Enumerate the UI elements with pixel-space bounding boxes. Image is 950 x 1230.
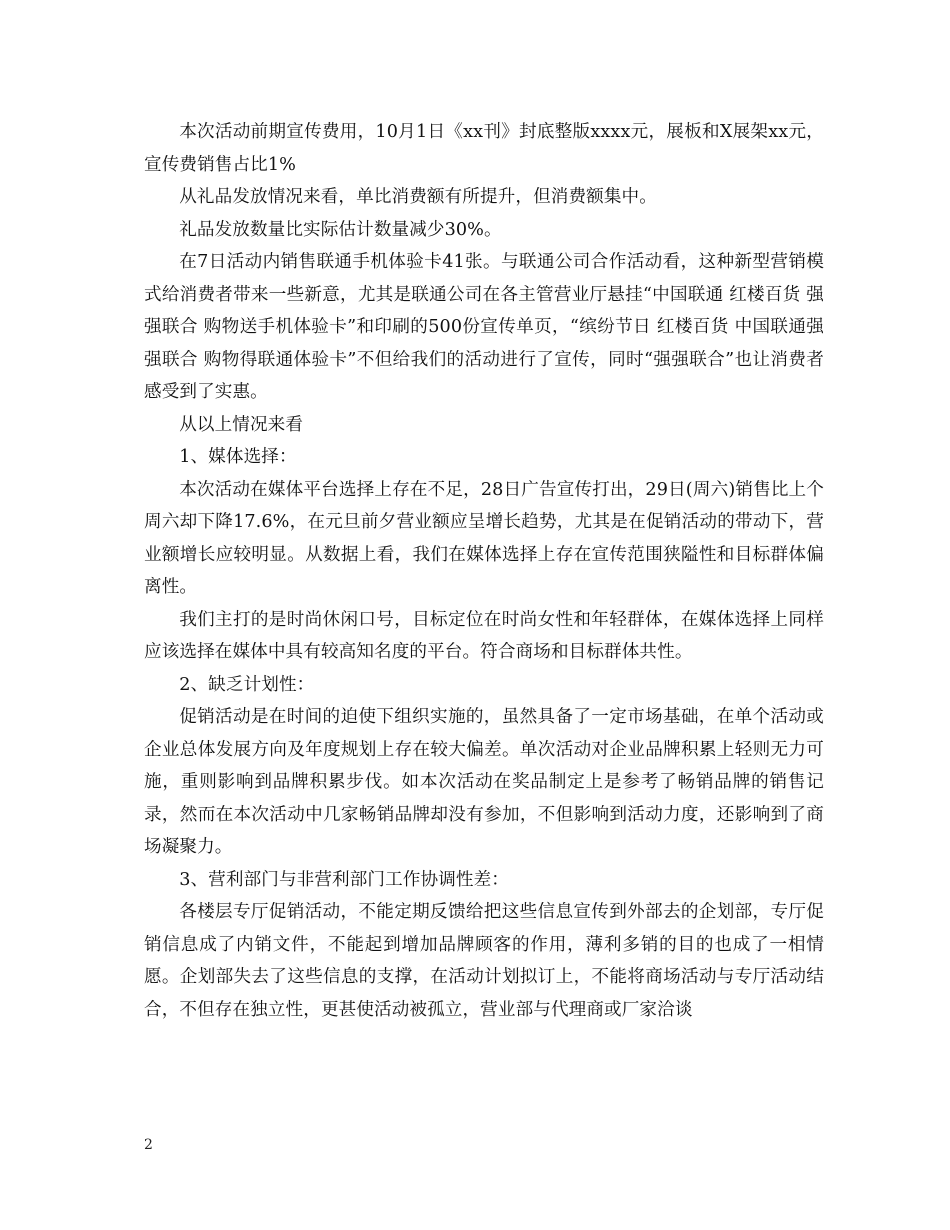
heading-department-coordination: 3、营利部门与非营利部门工作协调性差： [179,869,509,890]
paragraph-media-platform: 本次活动在媒体平台选择上存在不足，28日广告宣传打出，29日(周六)销售比上个周六却下降17.6%，在元旦前夕营业额应呈增长趋势，尤其是在促销活动的带动下，营业额增长应较明显。从数据上看，我们在媒体选择上存在宣传范围狭隘性和目标群体偏离性。 [144,479,824,597]
paragraph-gift-quantity: 礼品发放数量比实际估计数量减少30%。 [179,219,502,240]
paragraph-gift-distribution: 从礼品发放情况来看，单比消费额有所提升，但消费额集中。 [179,187,657,207]
paragraph-target-audience: 我们主打的是时尚休闲口号，目标定位在时尚女性和年轻群体，在媒体选择上同样应该选择在媒体中具有较高知名度的平台。符合商场和目标群体共性。 [144,609,824,662]
heading-media-selection: 1、媒体选择： [179,447,297,467]
paragraph-planning-issues: 促销活动是在时间的迫使下组织实施的，虽然具备了一定市场基础，在单个活动或企业总体发展方向及年度规划上存在较大偏差。单次活动对企业品牌积累上轻则无力可施，重则影响到品牌积累步伐。如本次活动在奖品制定上是参考了畅销品牌的销售记录，然而在本次活动中几家畅销品牌却没有参加，不但影响到活动力度，还影响到了商场凝聚力。 [144,707,824,857]
heading-lack-of-planning: 2、缺乏计划性： [179,674,315,695]
paragraph-unicom-cards: 在7日活动内销售联通手机体验卡41张。与联通公司合作活动看，这种新型营销模式给消费者带来一些新意，尤其是联通公司在各主管营业厅悬挂“中国联通 红楼百货 强强联合 购物送手机体验卡”和印刷的500份宣传单页，“缤纷节日 红楼百货 中国联通强强联合 购物得联通体验卡”不但给我们的活动进行了宣传，同时“强强联合”也让消费者感受到了实惠。 [144,252,824,402]
paragraph-promo-cost: 本次活动前期宣传费用，10月1日《xx刊》封底整版xxxx元，展板和X展架xx元，宣传费销售占比1% [144,122,824,175]
paragraph-coordination-issues: 各楼层专厅促销活动，不能定期反馈给把这些信息宣传到外部去的企划部，专厅促销信息成了内销文件，不能起到增加品牌顾客的作用，薄利多销的目的也成了一相情愿。企划部失去了这些信息的支撑，在活动计划拟订上，不能将商场活动与专厅活动结合，不但存在独立性，更甚使活动被孤立，营业部与代理商或厂家洽谈 [144,902,824,1020]
document-body [144,116,824,1026]
page-number: 2 [144,1137,153,1153]
paragraph-summary-intro: 从以上情况来看 [179,414,304,435]
